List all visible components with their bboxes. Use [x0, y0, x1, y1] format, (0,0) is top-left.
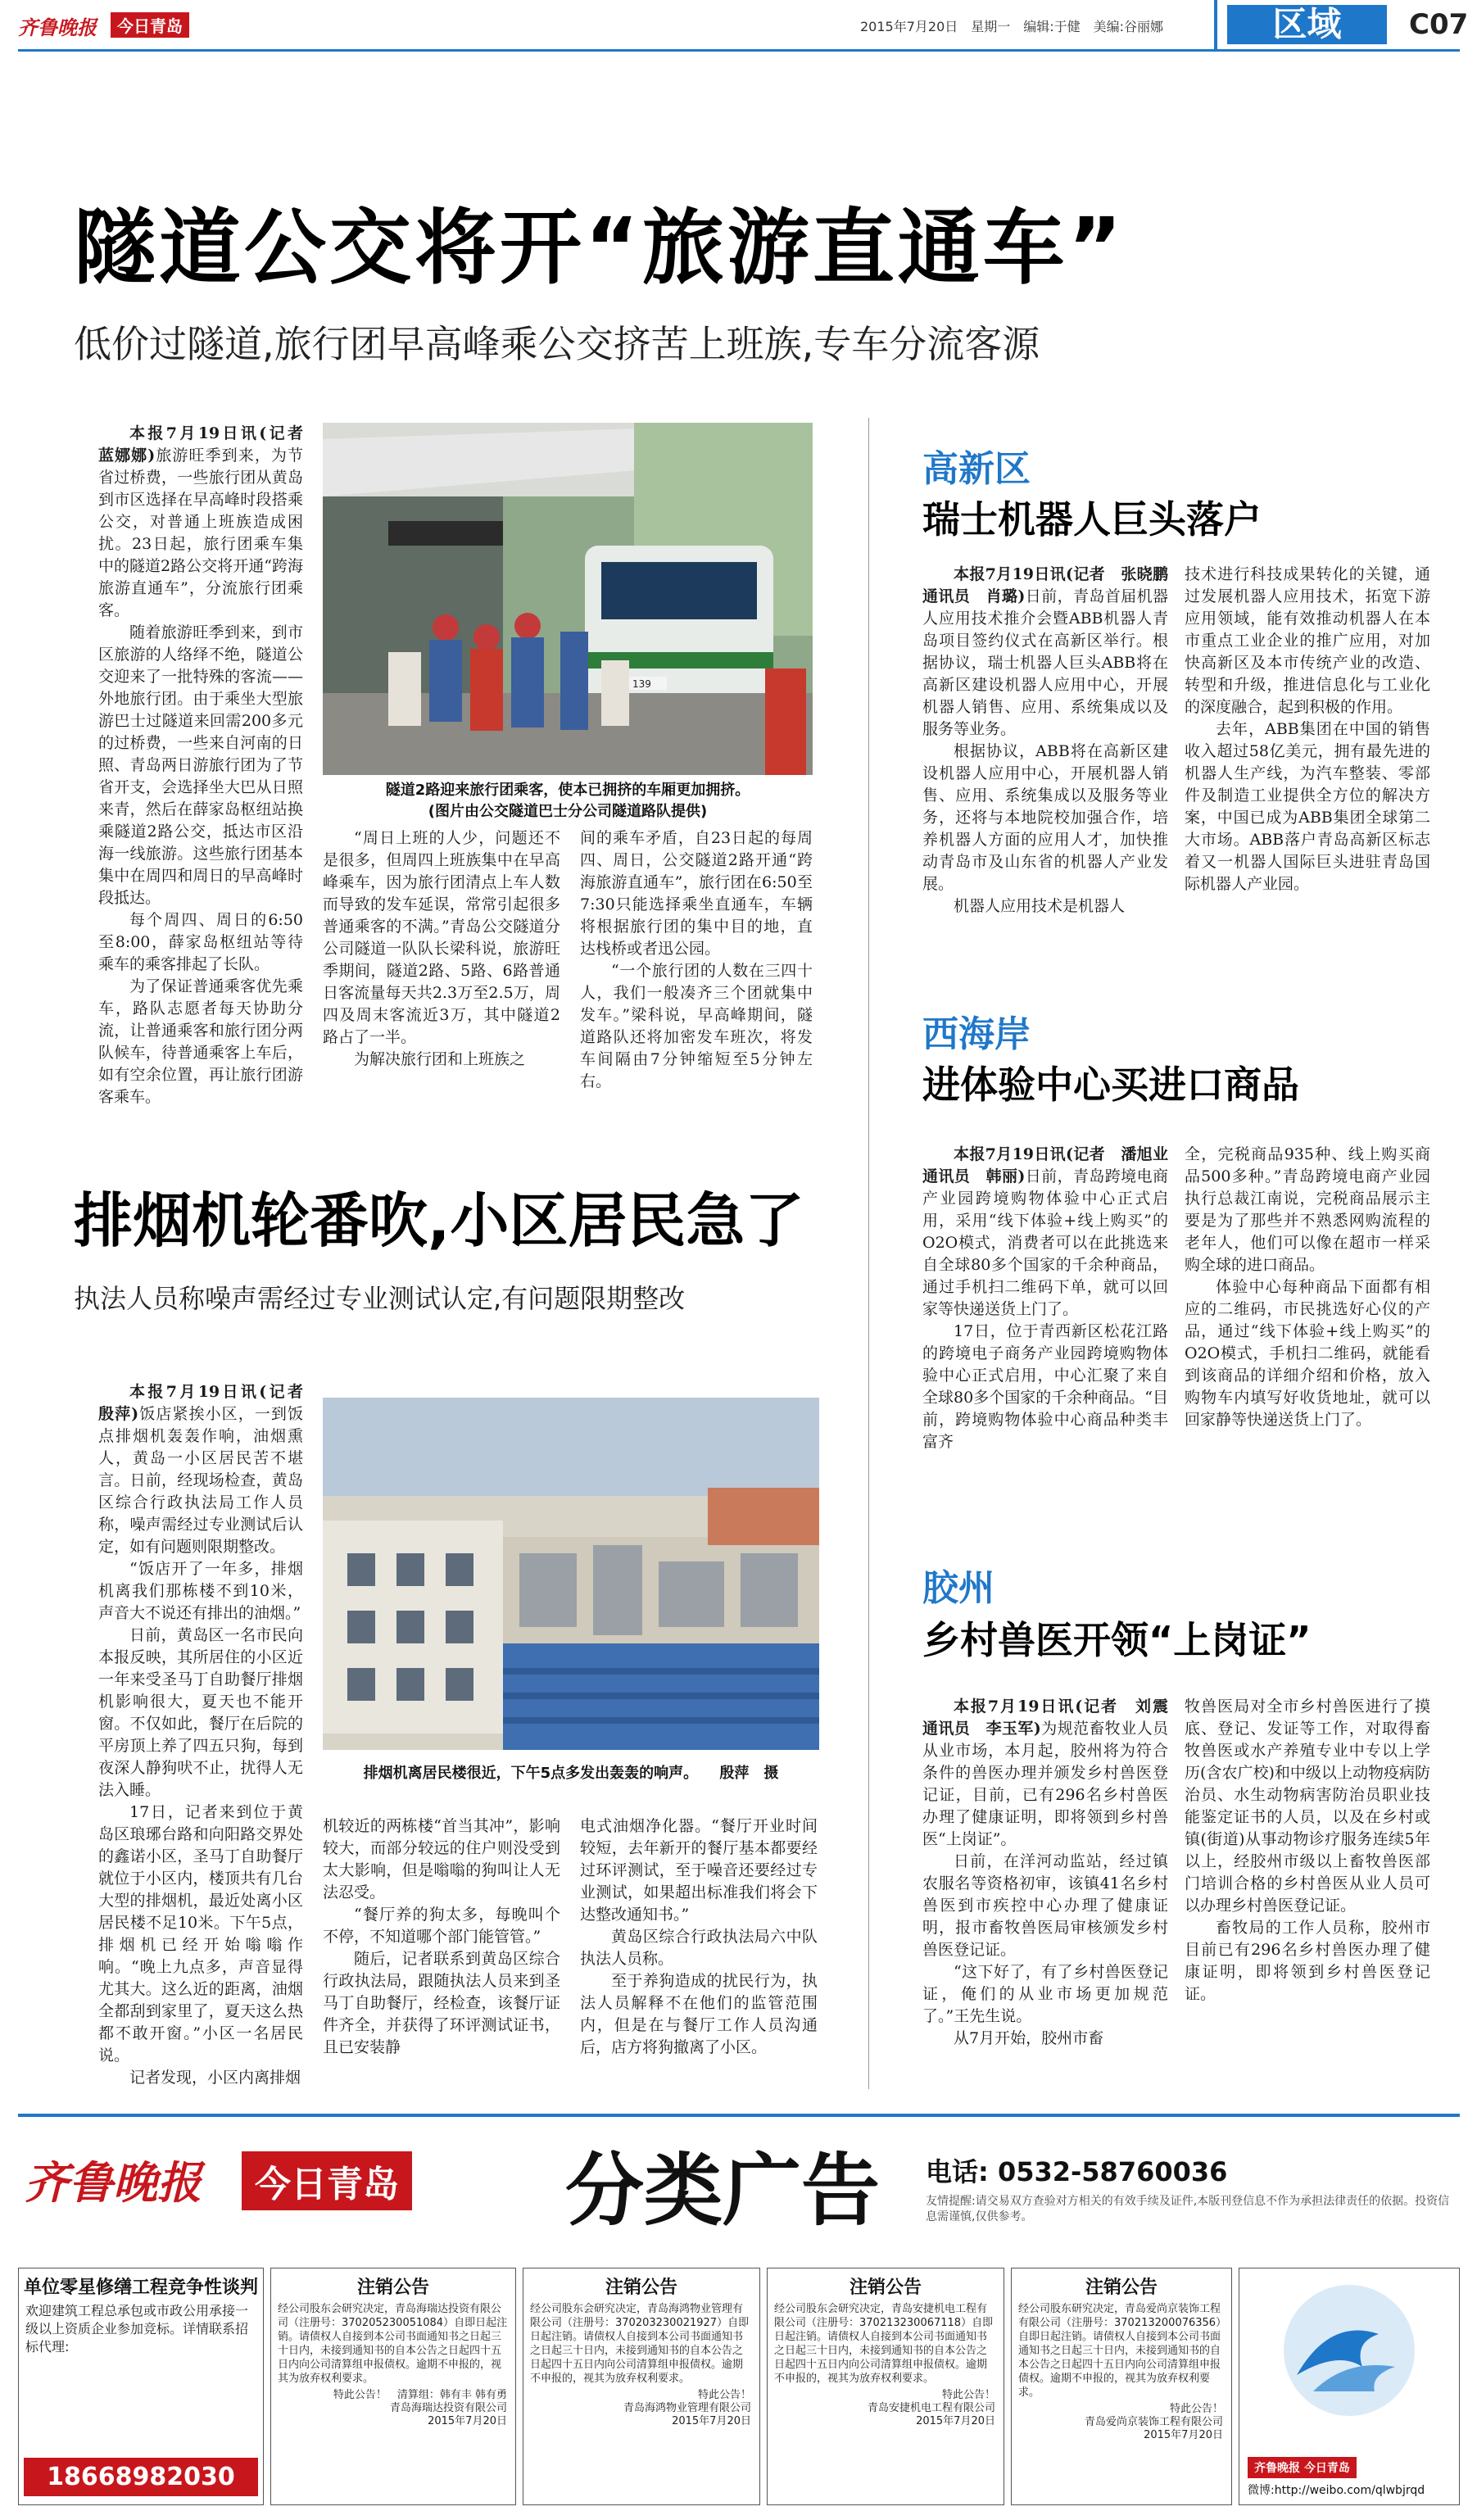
- gaoxin-col-left: 本报7月19日讯(记者 张晓鹏 通讯员 肖璐)日前，青岛首届机器人应用技术推介会暨ABB机器人青岛项目签约仪式在高新区举行。根据协议，瑞士机器人巨头ABB将在高新区建设机器人应用中心，开展机器人销售、应用、系统集成以及服务等业务。 根据协议，ABB将在高新区建设机器人应用中心，开展机器人销售、应用、系统集成以及服务等业务，还将与本地院校加强合作，培养机器人方面的应用人才，加快推动青岛市及山东省的机器人产业发展。 机器人应用技术是机器人: [922, 565, 1185, 915]
- header-rule: [18, 49, 1460, 52]
- gaoxin-col-right: 技术进行科技成果转化的关键，通过发展机器人应用技术，拓宽下游应用领域，能有效推动机器人在本市重点工业企业的推广应用，对加快高新区及本市传统产业的改造、转型和升级，推进信息化与工业化的深度融合，起到积极的作用。 去年，ABB集团在中国的销售收入超过58亿美元，拥有最先进的机器人生产线，为汽车整装、零部件及制造工业提供全方位的解决方案，中国已成为ABB集团全球第二大市场。ABB落户青岛高新区标志着又一机器人国际巨头进驻青岛国际机器人产业园。: [1185, 565, 1430, 893]
- main-byline: 本报7月19日讯(记者 蓝娜娜): [98, 424, 319, 465]
- bus-photo-caption: 隧道2路迎来旅行团乘客，使本已拥挤的车厢更加拥挤。 (图片由公交隧道巴士分公司隧道路队提供): [385, 782, 750, 820]
- notice-2: 注销公告 经公司股东会研究决定，青岛海鸿物业管理有限公司（注册号：370203230021927）自即日起注销。请债权人自接到本公司书面通知书之日起三十日内，未接到通知书的自本公告之日起四十五日内向公司清算组申报债权。逾期不申报的，视其为放弃权利要求。 特此公告！ 青岛海鸿物业管理有限公司 2015年7月20日: [523, 2268, 760, 2505]
- column-divider: [868, 418, 869, 2089]
- edition-tag: 今日青岛: [111, 12, 189, 38]
- second-story-col2: 机较近的两栋楼“首当其冲”，影响较大，而部分较远的住户则没受到太大影响，但是嗡嗡的狗叫让人无法忍受。 “餐厅养的狗太多，每晚叫个不停，不知道哪个部门能管管。” 随后，记者联系到黄岛区综合行政执法局，跟随执法人员来到圣马丁自助餐厅，经检查，该餐厅证件齐全，并获得了环评测试证书，且已安装静: [323, 1817, 560, 2056]
- xihaian-col-left: 本报7月19日讯(记者 潘旭业 通讯员 韩丽)日前，青岛跨境电商产业园跨境购物体验中心正式启用，采用“线下体验+线上购买”的O2O模式，消费者可以在此挑选来自全球80多个国家的千余种商品，通过手机扫二维码下单，就可以回家等快递送货上门了。 17日，位于青西新区松花江路的跨境电子商务产业园跨境购物体验中心正式启用，中心汇聚了来自全球80多个国家的千余种商品。“目前，跨境购物体验中心商品种类丰富齐: [922, 1145, 1185, 1451]
- ad-tender-phone: 18668982030: [24, 2458, 258, 2496]
- main-story-col1: 本报7月19日讯(记者 蓝娜娜)旅游旺季到来，为节省过桥费，一些旅行团从黄岛到市区选择在早高峰时段搭乘公交，对普通上班族造成困扰。23日起，旅行团乘车集中的隧道2路公交将开通“跨海旅游直通车”，分流旅行团乘客。 随着旅游旺季到来，到市区旅游的人络绎不绝，隧道公交迎来了一批特殊的客流——外地旅行团。由于乘坐大型旅游巴士过隧道来回需200多元的过桥费，一些来自河南的日照、青岛两日游旅行团为了节省开支，会选择坐大巴从日照来青，然后在薛家岛枢纽站换乘隧道2路公交，抵达市区沿海一线旅游。这些旅行团基本集中在周四和周日的早高峰时段抵达。 每个周四、周日的6:50至8:00，薛家岛枢纽站等待乘车的乘客排起了长队。 为了保证普通乘客优先乘车，路队志愿者每天协助分流，让普通乘客和旅行团分两队候车，待普通乘客上车后，如有空余位置，再让旅行团游客乘车。: [98, 424, 319, 1106]
- xihaian-col-right: 全，完税商品935种、线上购买商品500多种。”青岛跨境电商产业园执行总裁江南说，完税商品展示主要是为了那些并不熟悉网购流程的老年人，他们可以像在超市一样采购全球的进口商品。 体验中心每种商品下面都有相应的二维码，市民挑选好心仪的产品，通过“线下体验+线上购买”的O2O模式，手机扫二维码，就能看到该商品的详细介绍和价格，放入购物车内填写好收货地址，就可以回家静等快递送货上门了。: [1185, 1145, 1430, 1429]
- ads-disclaimer: 友情提醒:请交易双方查验对方相关的有效手续及证件,本版刊登信息不作为承担法律责任的依据。投资信息需谨慎,仅供参考。: [926, 2195, 1450, 2223]
- xihaian-headline: 进体验中心买进口商品: [922, 1063, 1299, 1107]
- exhaust-photo-illustration: [323, 1398, 819, 1750]
- ad-tender: 单位零星修缮工程竞争性谈判 欢迎建筑工程总承包或市政公用承接一级以上资质企业参加竞标。详情联系招标代理: 18668982030: [18, 2268, 264, 2505]
- ads-logo: 齐鲁晚报: [25, 2156, 202, 2209]
- second-subheadline: 执法人员称噪声需经过专业测试认定,有问题限期整改: [74, 1283, 686, 1314]
- jiaozhou-headline: 乡村兽医开领“上岗证”: [922, 1618, 1312, 1662]
- bus-code: 139: [632, 678, 651, 690]
- main-headline: 隧道公交将开“旅游直通车”: [74, 200, 1126, 296]
- weibo-logo: 齐鲁晚报 今日青岛: [1248, 2457, 1357, 2478]
- ads-phone: 电话: 0532-58760036: [926, 2156, 1228, 2187]
- notice-4: 注销公告 经公司股东研究决定，青岛爱尚京装饰工程有限公司（注册号：370213200076356）自即日起注销。请债权人自接到本公司书面通知书之日起三十日内，未接到通知书的自本公告之日起四十五日内向公司清算组申报债权。逾期不申报的，视其为放弃权利要求。 特此公告！ 青岛爱尚京装饰工程有限公司 2015年7月20日: [1011, 2268, 1232, 2505]
- main-story-col2: “周日上班的人少，问题还不是很多，但周四上班族集中在早高峰乘车，因为旅行团清点上车人数而导致的发车延误，常常引起很多普通乘客的不满。”青岛公交隧道分公司隧道一队队长梁科说，旅游旺季期间，隧道2路、5路、6路普通日客流量每天共2.3万至2.5万，周四及周末客流近3万，其中隧道2路占了一半。 为解决旅行团和上班族之: [323, 829, 560, 1068]
- photo-credit: 殷萍 摄: [719, 1765, 779, 1782]
- main-story-col3: 间的乘车矛盾，自23日起的每周四、周日，公交隧道2路开通“跨海旅游直通车”，旅行团在6:50至7:30只能选择乘坐直通车，车辆将根据旅行团的集中目的地，直达栈桥或者迅公园。 “一个旅行团的人数在三四十人，我们一般凑齐三个团就集中发车。”梁科说，早高峰期间，隧道路队还将加密发车班次，将发车间隔由7分钟缩短至5分钟左右。: [580, 829, 813, 1090]
- jiaozhou-col-right: 牧兽医局对全市乡村兽医进行了摸底、登记、发证等工作，对取得畜牧兽医或水产养殖专业中专以上学历(含农广校)和中级以上动物疫病防治员、水生动物病害防治员职业技能鉴定证书的人员，以及在乡村或镇(街道)从事动物诊疗服务连续5年以上，经胶州市级以上畜牧兽医部门培训合格的乡村兽医从业人员可以办理乡村兽医登记证。 畜牧局的工作人员称，胶州市目前已有296名乡村兽医办理了健康证明，即将领到乡村兽医登记证。: [1185, 1697, 1430, 2003]
- exhaust-photo-caption: 排烟机离居民楼很近，下午5点多发出轰轰的响声。 殷萍 摄: [363, 1765, 779, 1782]
- jiaozhou-col-left: 本报7月19日讯(记者 刘震 通讯员 李玉军)为规范畜牧业人员从业市场，本月起，胶州将为符合条件的兽医办理并颁发乡村兽医登记证，目前，已有296名乡村兽医办理了健康证明，即将领到乡村兽医“上岗证”。 日前，在洋河动监站，经过镇农服名等资格初审，该镇41名乡村兽医到市疾控中心办理了健康证明，报市畜牧兽医局审核颁发乡村兽医登记证。 “这下好了，有了乡村兽医登记证，俺们的从业市场更加规范了。”王先生说。 从7月开始，胶州市畜: [922, 1697, 1185, 2047]
- ads-logo-tag: 今日青岛: [242, 2151, 412, 2210]
- second-headline: 排烟机轮番吹,小区居民急了: [74, 1186, 804, 1255]
- notice-1: 注销公告 经公司股东会研究决定，青岛海瑞达投资有限公司（注册号：370205230051084）自即日起注销。请债权人自接到本公司书面通知书之日起三十日内，未接到通知书的自本公告之日起四十五日内向公司清算组申报债权。逾期不申报的，视其为放弃权利要求。 特此公告！ 清算组：韩有丰 韩有勇 青岛海瑞达投资有限公司 2015年7月20日: [270, 2268, 516, 2505]
- page-number: C07: [1409, 8, 1469, 41]
- bus-photo-illustration: [323, 423, 813, 775]
- ads-title: 分类广告: [565, 2144, 880, 2237]
- weibo-link[interactable]: 微博:http://weibo.com/qlwbjrqd: [1248, 2484, 1425, 2497]
- newspaper-logo: 齐鲁晚报: [18, 16, 97, 39]
- wave-logo-icon: [1239, 2268, 1459, 2449]
- exhaust-photo: [323, 1398, 819, 1750]
- second-story-col1: 本报7月19日讯(记者 殷萍)饭店紧挨小区，一到饭点排烟机轰轰作响，油烟熏人，黄岛一小区居民苦不堪言。日前，经现场检查，黄岛区综合行政执法局工作人员称，噪声需经过专业测试后认定，如有问题则限期整改。 “饭店开了一年多，排烟机离我们那栋楼不到10米，声音大不说还有排出的油烟。” 日前，黄岛区一名市民向本报反映，其所居住的小区近一年来受圣马丁自助餐厅排烟机影响很大，夏天也不能开窗。不仅如此，餐厅在后院的平房顶上养了四五只狗，每到夜深人静狗吠不止，扰得人无法入睡。 17日，记者来到位于黄岛区琅琊台路和向阳路交界处的鑫诺小区，圣马丁自助餐厅就位于小区内，楼顶共有几台大型的排烟机，最近处离小区居民楼不足10米。下午5点，排烟机已经开始嗡嗡作响。“晚上九点多，声音显得尤其大。这么近的距离，油烟全都刮到家里了，夏天这么热都不敢开窗。”小区一名居民说。 记者发现，小区内离排烟: [98, 1383, 319, 2087]
- second-story-col3: 电式油烟净化器。“餐厅开业时间较短，去年新开的餐厅基本都要经过环评测试，至于噪音还要经过专业测试，如果超出标准我们将会下达整改通知书。” 黄岛区综合行政执法局六中队执法人员称。 至于养狗造成的扰民行为，执法人员解释不在他们的监管范围内，但是在与餐厅工作人员沟通后，店方将狗撤离了小区。: [580, 1817, 818, 2056]
- main-subheadline: 低价过隧道,旅行团早高峰乘公交挤苦上班族,专车分流客源: [74, 322, 1040, 366]
- region-label-gaoxin: 高新区: [922, 448, 1031, 490]
- notice-3: 注销公告 经公司股东会研究决定，青岛安捷机电工程有限公司（注册号：370213230067118）自即日起注销。请债权人自接到本公司书面通知书之日起三十日内，未接到通知书的自本公告之日起四十五日内向公司清算组申报债权。逾期不申报的，视其为放弃权利要求。 特此公告！ 青岛安捷机电工程有限公司 2015年7月20日: [767, 2268, 1004, 2505]
- region-label-jiaozhou: 胶州: [922, 1567, 994, 1609]
- bus-photo: [323, 423, 813, 775]
- second-byline: 本报7月19日讯(记者 殷萍): [98, 1383, 319, 1423]
- weibo-ad: [1239, 2268, 1460, 2505]
- issue-info: 2015年7月20日 星期一 编辑:于健 美编:谷丽娜: [860, 19, 1164, 34]
- gaoxin-headline: 瑞士机器人巨头落户: [922, 497, 1262, 542]
- section-label: 区域: [1227, 5, 1387, 44]
- ads-top-rule: [18, 2114, 1460, 2117]
- region-label-xihaian: 西海岸: [922, 1013, 1031, 1055]
